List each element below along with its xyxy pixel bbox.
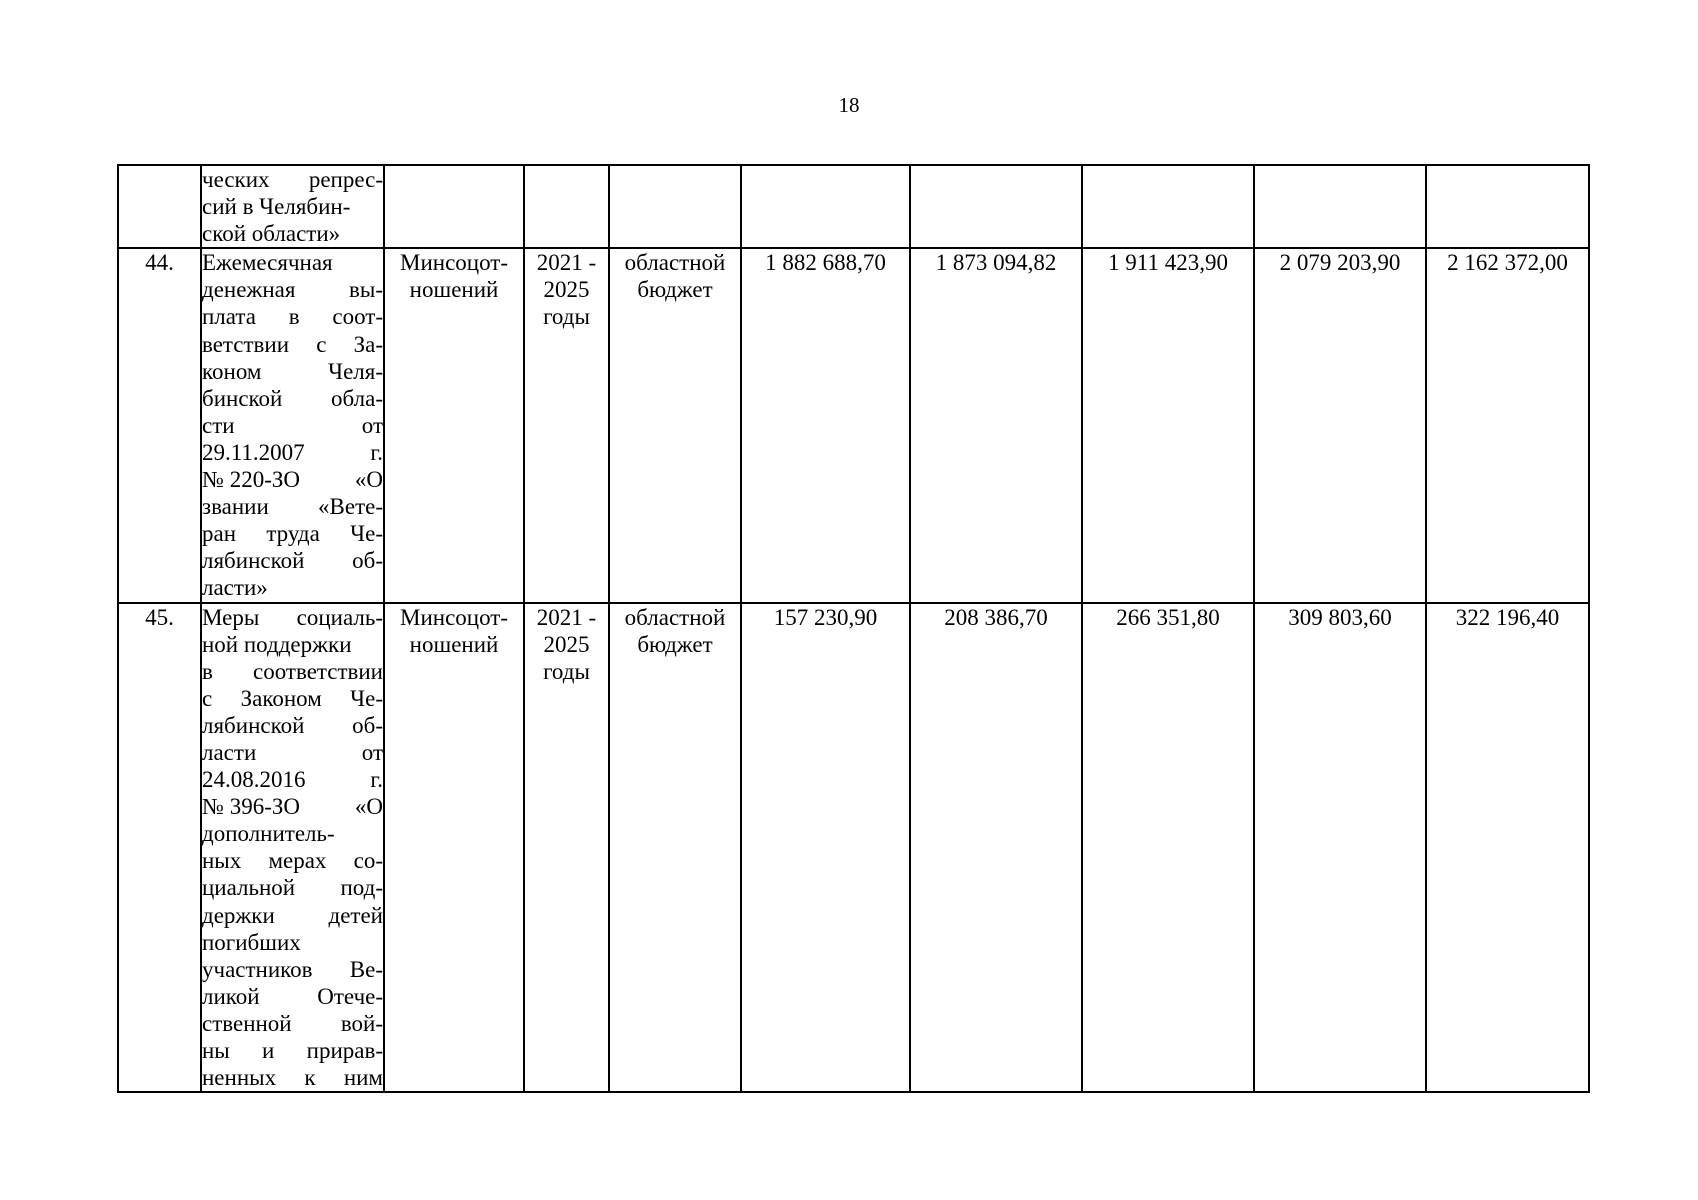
years-text: 2025 — [543, 277, 590, 303]
executor-cell — [384, 248, 524, 602]
name-word: ной поддержки — [202, 631, 352, 657]
name-line — [202, 902, 383, 929]
name-line — [202, 1037, 383, 1064]
name-word: «О — [354, 794, 383, 820]
name-line — [202, 793, 383, 820]
amount-cell — [910, 248, 1082, 602]
amount-value: 2 079 203,90 — [1279, 250, 1401, 276]
amount-value: 1 873 094,82 — [935, 250, 1057, 276]
name-line — [202, 929, 383, 956]
name-line — [202, 385, 383, 412]
executor-text: Минсоцот- — [400, 604, 508, 630]
name-line — [202, 249, 383, 276]
name-word: в — [288, 304, 300, 330]
name-word: лябинской — [202, 712, 305, 738]
name-word: ран — [202, 521, 237, 547]
name-line — [202, 574, 383, 601]
name-line — [202, 685, 383, 712]
name-word: под- — [340, 875, 383, 901]
amount-cell — [741, 603, 910, 1093]
name-word: с — [202, 685, 213, 711]
name-word: и — [262, 1038, 275, 1063]
name-word: 29.11.2007 — [202, 439, 305, 465]
row-number-cell — [118, 248, 201, 602]
amount-value: 1 911 423,90 — [1108, 250, 1228, 276]
amount-cell — [1426, 248, 1589, 602]
name-word: ской области» — [202, 221, 341, 247]
amount-cell — [1254, 603, 1426, 1093]
name-word: денежная — [202, 277, 296, 303]
name-line — [202, 466, 383, 493]
name-line — [202, 766, 383, 793]
name-word: лябинской — [202, 548, 305, 574]
name-line — [202, 412, 383, 439]
name-word: 24.08.2016 — [202, 767, 306, 793]
name-word: № 396-ЗО — [202, 794, 300, 820]
years-text: 2021 - — [536, 250, 597, 276]
row-number: 45. — [145, 604, 174, 630]
name-line — [202, 1010, 383, 1037]
name-word: обла- — [331, 385, 383, 411]
years-text: годы — [543, 304, 590, 330]
measure-name-cell — [201, 165, 384, 248]
measure-name-cell — [201, 603, 384, 1093]
name-word: об- — [352, 712, 383, 738]
table-row-continuation — [118, 165, 1589, 248]
source-text: бюджет — [637, 277, 713, 303]
name-line — [202, 631, 383, 658]
name-line — [202, 193, 383, 220]
name-word: с — [316, 331, 327, 357]
name-word: сти — [202, 412, 235, 438]
row-number-cell — [118, 603, 201, 1093]
name-word: дополнитель- — [202, 821, 335, 847]
name-word: сий в Челябин- — [202, 194, 351, 220]
amount-value: 1 882 688,70 — [765, 250, 886, 276]
amount-value: 157 230,90 — [773, 604, 878, 630]
name-line — [202, 547, 383, 574]
name-word: звании — [202, 494, 269, 520]
name-word: циальной — [202, 875, 296, 901]
name-line — [202, 820, 383, 847]
name-word: ненных — [202, 1065, 277, 1091]
amount-value: 266 351,80 — [1116, 604, 1220, 630]
name-line — [202, 166, 383, 193]
name-line — [202, 220, 383, 247]
years-cell — [524, 603, 609, 1093]
name-word: ных — [202, 848, 242, 874]
executor-text: ношений — [409, 631, 499, 657]
name-word: ним — [343, 1065, 383, 1091]
name-word: со- — [353, 848, 383, 874]
name-word: Отече- — [317, 983, 383, 1009]
name-word: репрес- — [308, 167, 383, 192]
amount-value: 309 803,60 — [1288, 604, 1392, 630]
name-line — [202, 739, 383, 766]
budget-table — [117, 164, 1590, 1093]
amount-cell — [1082, 248, 1254, 602]
source-text: областной — [624, 250, 726, 276]
page-number: 18 — [838, 93, 860, 117]
years-cell — [524, 165, 609, 248]
name-word: г. — [370, 439, 383, 465]
measure-name-cell — [201, 248, 384, 602]
name-word: Че- — [350, 521, 383, 547]
name-word: Ве- — [349, 956, 383, 982]
name-line — [202, 604, 383, 631]
name-word: ласти — [202, 739, 257, 765]
name-line — [202, 439, 383, 466]
name-word: вой- — [340, 1010, 383, 1036]
name-line — [202, 658, 383, 685]
name-line — [202, 303, 383, 330]
name-word: Меры — [202, 604, 260, 630]
name-word: соот- — [332, 304, 383, 330]
name-word: погибших — [202, 929, 301, 955]
name-word: № 220-ЗО — [202, 467, 300, 493]
table-row — [118, 248, 1589, 602]
name-line — [202, 983, 383, 1010]
amount-cell — [910, 165, 1082, 248]
name-word: участников — [202, 956, 313, 982]
name-word: Законом — [240, 685, 322, 711]
years-text: годы — [543, 658, 590, 684]
name-word: прирав- — [306, 1038, 383, 1063]
amount-cell — [1426, 603, 1589, 1093]
years-text: 2021 - — [536, 604, 597, 630]
name-word: социаль- — [296, 604, 383, 630]
name-word: к — [304, 1065, 316, 1091]
source-cell — [609, 603, 741, 1093]
name-word: «Вете- — [318, 494, 383, 520]
amount-value: 322 196,40 — [1455, 604, 1560, 630]
amount-cell — [1082, 603, 1254, 1093]
name-word: плата — [202, 304, 256, 330]
name-word: труда — [266, 521, 320, 547]
name-word: ственной — [202, 1010, 292, 1036]
amount-value: 2 162 372,00 — [1447, 250, 1568, 276]
name-word: об- — [352, 548, 383, 574]
name-word: держки — [202, 902, 275, 928]
name-word: мерах — [268, 848, 327, 874]
name-word: детей — [328, 902, 383, 928]
name-line — [202, 331, 383, 358]
amount-value: 208 386,70 — [944, 604, 1048, 630]
name-word: За- — [353, 331, 383, 357]
executor-text: ношений — [409, 277, 499, 303]
name-line — [202, 712, 383, 739]
row-number-cell — [118, 165, 201, 248]
executor-cell — [384, 603, 524, 1093]
table-row — [118, 603, 1589, 1093]
source-cell — [609, 165, 741, 248]
name-line — [202, 358, 383, 385]
name-word: ческих — [202, 167, 270, 192]
name-word: г. — [370, 767, 383, 793]
name-word: Че- — [350, 685, 383, 711]
amount-cell — [910, 603, 1082, 1093]
source-text: областной — [624, 604, 726, 630]
name-word: в — [202, 658, 213, 684]
name-word: Челя- — [328, 358, 383, 384]
name-line — [202, 520, 383, 547]
executor-text: Минсоцот- — [400, 250, 508, 276]
name-word: вы- — [349, 277, 383, 303]
name-word: ны — [202, 1038, 230, 1063]
name-word: от — [361, 739, 383, 765]
years-text: 2025 — [543, 631, 590, 657]
source-cell — [609, 248, 741, 602]
name-word: ласти» — [202, 575, 268, 601]
amount-cell — [1082, 165, 1254, 248]
name-word: Ежемесячная — [202, 250, 333, 276]
amount-cell — [1426, 165, 1589, 248]
name-word: соответствии — [253, 658, 383, 684]
name-line — [202, 956, 383, 983]
name-line — [202, 276, 383, 303]
amount-cell — [1254, 165, 1426, 248]
amount-cell — [741, 165, 910, 248]
name-word: «О — [354, 467, 383, 493]
amount-cell — [741, 248, 910, 602]
name-word: ветствии — [202, 331, 290, 357]
years-cell — [524, 248, 609, 602]
source-text: бюджет — [637, 631, 713, 657]
name-line — [202, 493, 383, 520]
name-line — [202, 874, 383, 901]
amount-cell — [1254, 248, 1426, 602]
name-word: от — [361, 412, 383, 438]
executor-cell — [384, 165, 524, 248]
name-word: бинской — [202, 385, 283, 411]
name-line — [202, 1064, 383, 1091]
name-word: коном — [202, 358, 262, 384]
name-word: ликой — [202, 983, 260, 1009]
row-number: 44. — [145, 250, 174, 276]
name-line — [202, 847, 383, 874]
